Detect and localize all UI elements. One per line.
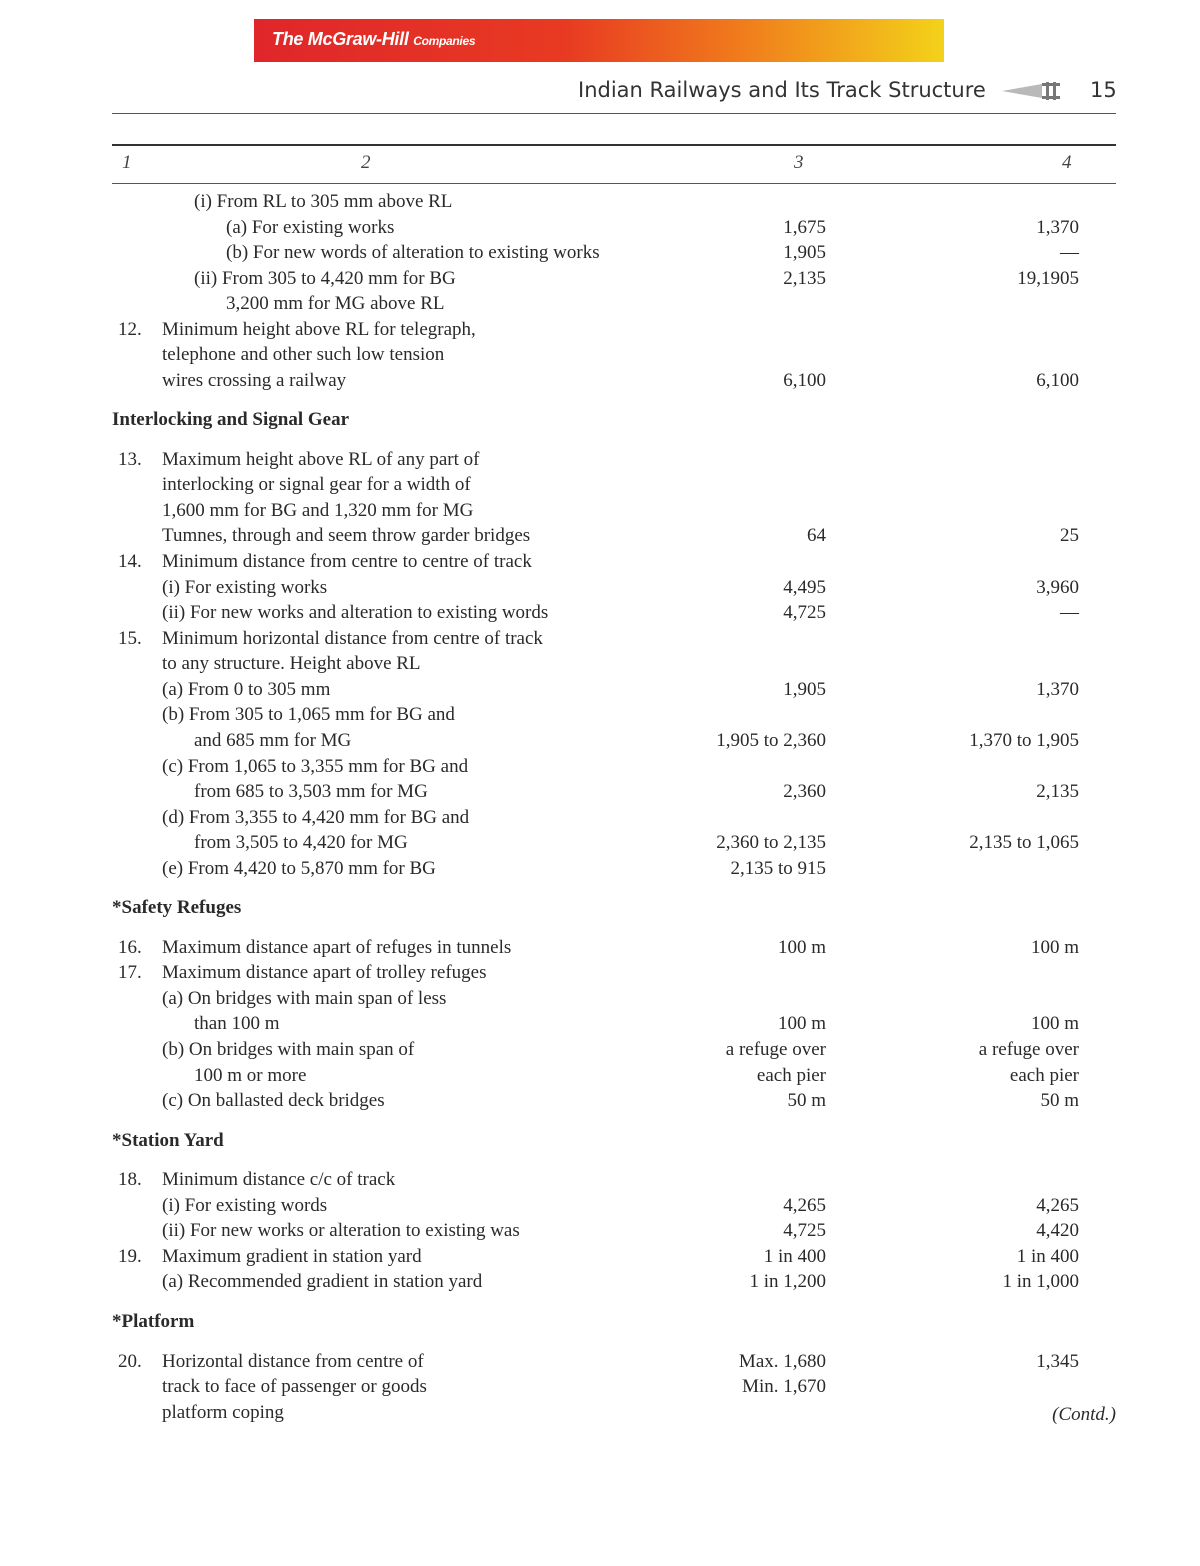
table-row-text: Minimum distance c/c of track <box>162 1169 396 1190</box>
section-heading: *Station Yard <box>112 1130 224 1151</box>
col4-value: 19,1905 <box>1017 268 1079 289</box>
col4-value: 1,370 <box>1036 217 1079 238</box>
col4-value: 2,135 to 1,065 <box>969 832 1079 853</box>
table-row-text: 100 m or more <box>194 1065 307 1086</box>
table-row-text: wires crossing a railway <box>162 370 347 391</box>
table-row-text: Maximum gradient in station yard <box>162 1246 422 1267</box>
col3-value: 4,725 <box>783 602 826 623</box>
col4-value: — <box>1060 602 1079 623</box>
table-row-text: 1,600 mm for BG and 1,320 mm for MG <box>162 500 474 521</box>
item-number: 13. <box>118 449 142 470</box>
col3-value: 100 m <box>777 937 826 958</box>
col3-value: 1 in 400 <box>763 1246 826 1267</box>
table-row-text: telephone and other such low tension <box>162 344 445 365</box>
railway-track-icon <box>1002 80 1062 102</box>
item-number: 17. <box>118 962 142 983</box>
table-row-text: Minimum height above RL for telegraph, <box>162 319 476 340</box>
table-row-text: (b) For new words of alteration to existing works <box>226 242 600 263</box>
col3-value: 1,905 to 2,360 <box>716 730 826 751</box>
table-row-text: (c) From 1,065 to 3,355 mm for BG and <box>162 756 469 777</box>
section-heading: *Platform <box>112 1311 195 1332</box>
item-number: 16. <box>118 937 142 958</box>
col3-value: 2,360 to 2,135 <box>716 832 826 853</box>
col4-value: 1,345 <box>1036 1351 1079 1372</box>
col3-value: a refuge over <box>725 1039 826 1060</box>
col4-value: 1 in 400 <box>1016 1246 1079 1267</box>
table-row-text: Tumnes, through and seem throw garder bridges <box>162 525 531 546</box>
table-top-rule <box>112 144 1116 146</box>
table-row-text: and 685 mm for MG <box>194 730 352 751</box>
col4-value: 1 in 1,000 <box>1002 1271 1079 1292</box>
item-number: 19. <box>118 1246 142 1267</box>
col4-value: 4,265 <box>1036 1195 1079 1216</box>
table-row-text: (b) From 305 to 1,065 mm for BG and <box>162 704 455 725</box>
table-row-text: 3,200 mm for MG above RL <box>226 293 445 314</box>
table-row-text: Minimum distance from centre to centre of track <box>162 551 532 572</box>
table-row-text: (b) On bridges with main span of <box>162 1039 415 1060</box>
item-number: 18. <box>118 1169 142 1190</box>
column-header-2: 2 <box>361 152 371 173</box>
col3-value: 1 in 1,200 <box>749 1271 826 1292</box>
item-number: 20. <box>118 1351 142 1372</box>
table-row-text: (ii) For new works and alteration to existing words <box>162 602 549 623</box>
table-row-text: (ii) From 305 to 4,420 mm for BG <box>194 268 456 289</box>
table-row-text: Maximum height above RL of any part of <box>162 449 480 470</box>
table-row-text: from 685 to 3,503 mm for MG <box>194 781 428 802</box>
col4-value: — <box>1060 242 1079 263</box>
col3-value: Min. 1,670 <box>742 1376 826 1397</box>
col3-value: 50 m <box>787 1090 826 1111</box>
table-row-text: (a) From 0 to 305 mm <box>162 679 331 700</box>
publisher-logo <box>272 29 475 50</box>
item-number: 15. <box>118 628 142 649</box>
table-row-text: than 100 m <box>194 1013 280 1034</box>
table-header-rule <box>112 183 1116 184</box>
col4-value: 1,370 <box>1036 679 1079 700</box>
col3-value: 4,265 <box>783 1195 826 1216</box>
table-row-text: platform coping <box>162 1402 284 1423</box>
col4-value: a refuge over <box>978 1039 1079 1060</box>
col4-value: 3,960 <box>1036 577 1079 598</box>
table-row-text: (ii) For new works or alteration to existing was <box>162 1220 520 1241</box>
column-header-1: 1 <box>122 152 132 173</box>
table-row-text: (a) On bridges with main span of less <box>162 988 447 1009</box>
table-row-text: (e) From 4,420 to 5,870 mm for BG <box>162 858 436 879</box>
section-heading: *Safety Refuges <box>112 897 242 918</box>
col3-value: 4,725 <box>783 1220 826 1241</box>
table-row-text: (d) From 3,355 to 4,420 mm for BG and <box>162 807 470 828</box>
publisher-banner <box>254 19 944 62</box>
table-row-text: (i) From RL to 305 mm above RL <box>194 191 453 212</box>
table-row-text: to any structure. Height above RL <box>162 653 421 674</box>
table-row-text: Maximum distance apart of trolley refuges <box>162 962 487 983</box>
col4-value: 2,135 <box>1036 781 1079 802</box>
item-number: 12. <box>118 319 142 340</box>
col4-value: 1,370 to 1,905 <box>969 730 1079 751</box>
column-header-3: 3 <box>794 152 804 173</box>
table-row-text: Maximum distance apart of refuges in tunnels <box>162 937 512 958</box>
col4-value: each pier <box>1009 1065 1079 1086</box>
col3-value: 1,675 <box>783 217 826 238</box>
table-row-text: (c) On ballasted deck bridges <box>162 1090 385 1111</box>
column-header-4: 4 <box>1062 152 1072 173</box>
brand-main-text: The McGraw-Hill <box>272 29 409 49</box>
col4-value: 100 m <box>1030 1013 1079 1034</box>
col4-value: 4,420 <box>1036 1220 1079 1241</box>
col3-value: 2,135 to 915 <box>730 858 826 879</box>
col3-value: each pier <box>756 1065 826 1086</box>
table-row-text: Horizontal distance from centre of <box>162 1351 424 1372</box>
col3-value: Max. 1,680 <box>738 1351 826 1372</box>
col3-value: 6,100 <box>783 370 826 391</box>
table-row-text: (i) For existing words <box>162 1195 328 1216</box>
item-number: 14. <box>118 551 142 572</box>
table-row-text: (a) Recommended gradient in station yard <box>162 1271 483 1292</box>
col3-value: 2,360 <box>783 781 826 802</box>
page-number: 15 <box>1090 78 1117 102</box>
col4-value: 100 m <box>1030 937 1079 958</box>
continued-note: (Contd.) <box>1052 1404 1116 1425</box>
brand-sub-text: Companies <box>413 34 476 48</box>
col3-value: 1,905 <box>783 242 826 263</box>
running-title: Indian Railways and Its Track Structure <box>578 78 986 102</box>
col3-value: 1,905 <box>783 679 826 700</box>
col3-value: 64 <box>807 525 826 546</box>
table-row-text: from 3,505 to 4,420 for MG <box>194 832 408 853</box>
section-heading: Interlocking and Signal Gear <box>112 409 349 430</box>
col4-value: 6,100 <box>1036 370 1079 391</box>
table-row-text: track to face of passenger or goods <box>162 1376 427 1397</box>
table-row-text: Minimum horizontal distance from centre of track <box>162 628 543 649</box>
col3-value: 100 m <box>777 1013 826 1034</box>
col3-value: 4,495 <box>783 577 826 598</box>
table-row-text: interlocking or signal gear for a width of <box>162 474 471 495</box>
header-rule <box>112 113 1116 114</box>
col3-value: 2,135 <box>783 268 826 289</box>
table-row-text: (a) For existing works <box>226 217 395 238</box>
col4-value: 25 <box>1060 525 1079 546</box>
col4-value: 50 m <box>1040 1090 1079 1111</box>
table-row-text: (i) For existing works <box>162 577 328 598</box>
